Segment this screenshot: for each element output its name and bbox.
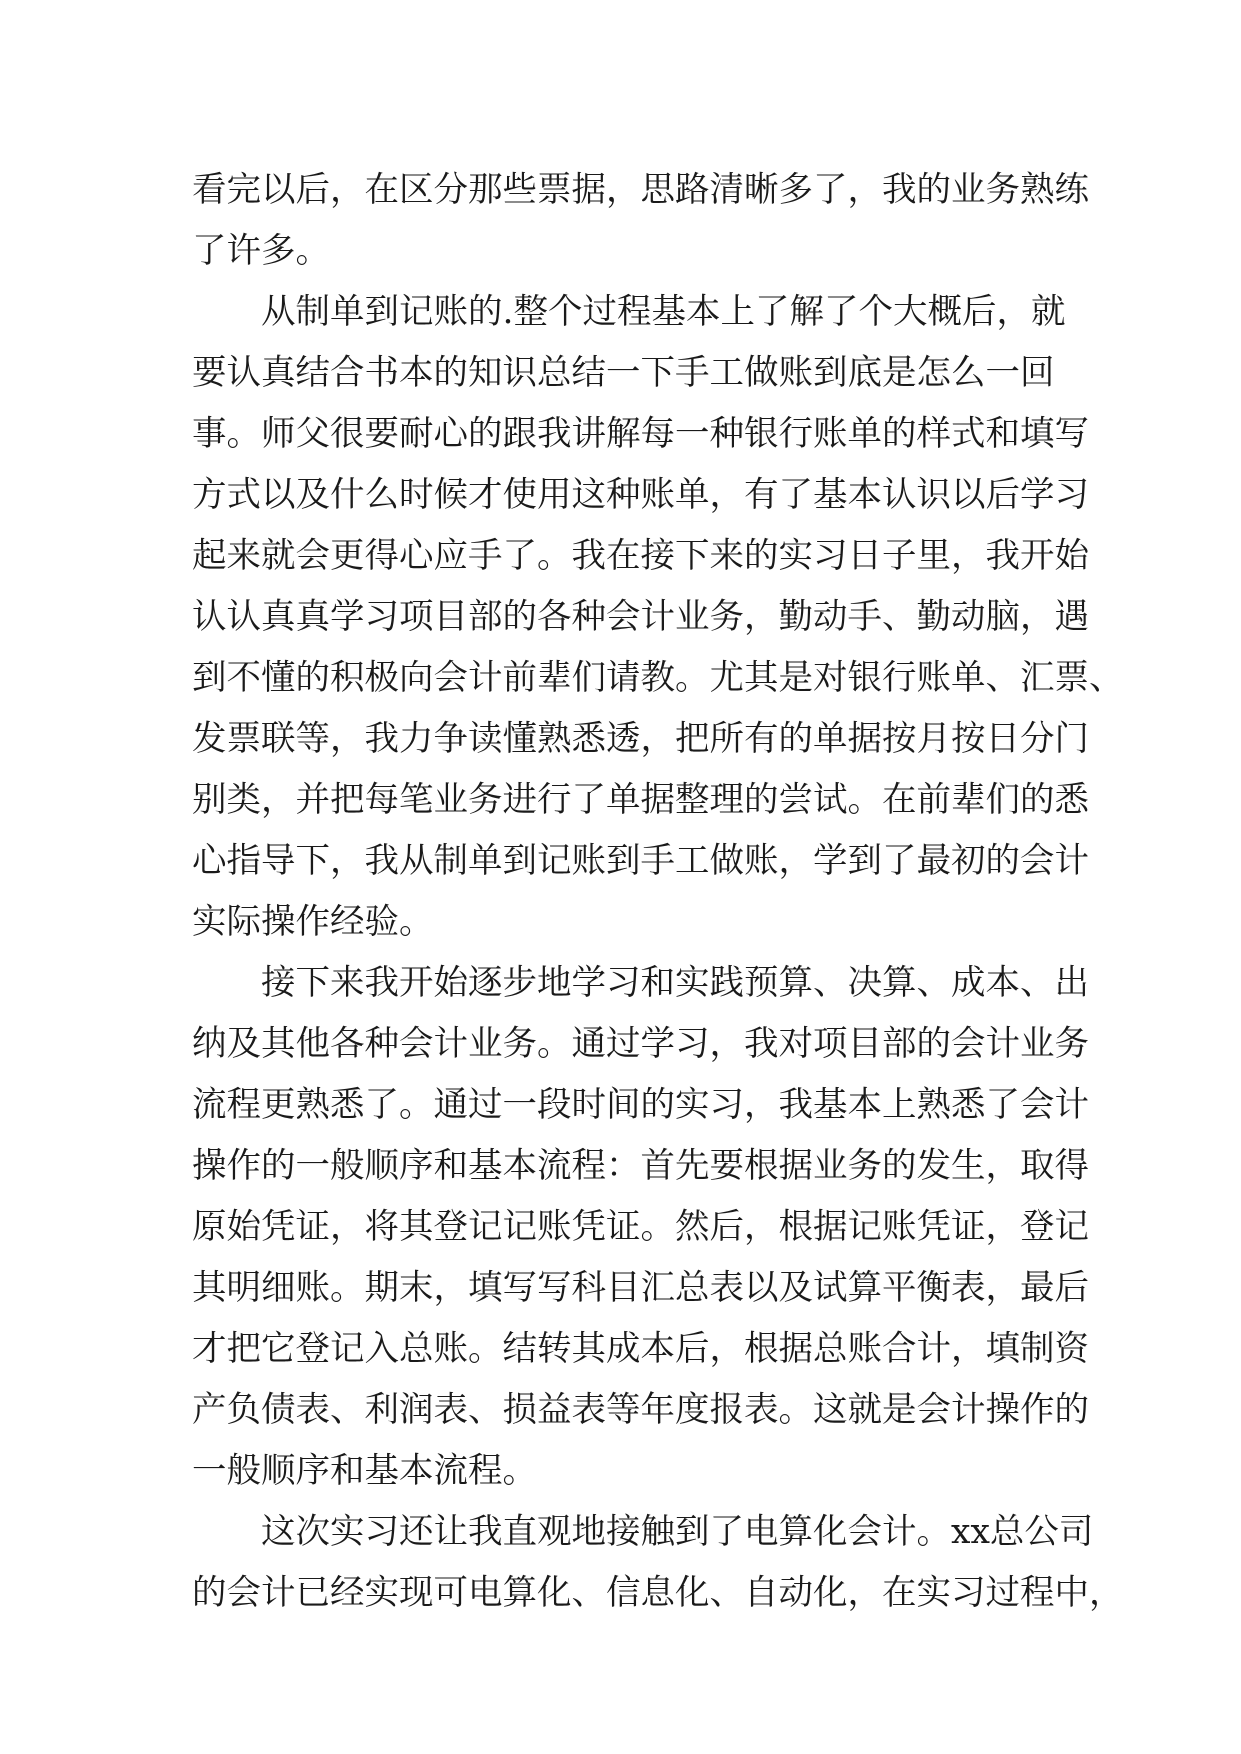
text-line: 方式以及什么时候才使用这种账单，有了基本认识以后学习	[192, 475, 1089, 515]
text-line: 从制单到记账的.整个过程基本上了解了个大概后，就	[261, 292, 1066, 332]
text-line: 看完以后，在区分那些票据，思路清晰多了，我的业务熟练	[192, 170, 1089, 210]
text-line: 接下来我开始逐步地学习和实践预算、决算、成本、出	[261, 963, 1089, 1003]
text-line: 才把它登记入总账。结转其成本后，根据总账合计，填制资	[192, 1329, 1089, 1369]
text-line: 流程更熟悉了。通过一段时间的实习，我基本上熟悉了会计	[192, 1085, 1089, 1125]
text-line: 要认真结合书本的知识总结一下手工做账到底是怎么一回	[192, 353, 1055, 393]
text-line: 实际操作经验。	[192, 902, 434, 942]
text-line: 纳及其他各种会计业务。通过学习，我对项目部的会计业务	[192, 1024, 1089, 1064]
text-line: 心指导下，我从制单到记账到手工做账，学到了最初的会计	[192, 841, 1089, 881]
text-line: 到不懂的积极向会计前辈们请教。尤其是对银行账单、汇票、	[192, 658, 1124, 698]
text-line: 发票联等，我力争读懂熟悉透，把所有的单据按月按日分门	[192, 719, 1089, 759]
text-line: 原始凭证，将其登记记账凭证。然后，根据记账凭证，登记	[192, 1207, 1089, 1247]
text-line: 产负债表、利润表、损益表等年度报表。这就是会计操作的	[192, 1390, 1089, 1430]
text-line: 一般顺序和基本流程。	[192, 1451, 537, 1491]
text-line: 其明细账。期末，填写写科目汇总表以及试算平衡表，最后	[192, 1268, 1089, 1308]
text-line: 认认真真学习项目部的各种会计业务，勤动手、勤动脑，遇	[192, 597, 1089, 637]
document-body	[192, 160, 1124, 1624]
text-line: 操作的一般顺序和基本流程：首先要根据业务的发生，取得	[192, 1146, 1089, 1186]
text-line: 了许多。	[192, 231, 330, 271]
text-line: 别类，并把每笔业务进行了单据整理的尝试。在前辈们的悉	[192, 780, 1089, 820]
text-line: 的会计已经实现可电算化、信息化、自动化，在实习过程中，	[192, 1573, 1124, 1613]
text-line: 事。师父很要耐心的跟我讲解每一种银行账单的样式和填写	[192, 414, 1089, 454]
text-line: 这次实习还让我直观地接触到了电算化会计。xx总公司	[261, 1512, 1094, 1552]
text-line: 起来就会更得心应手了。我在接下来的实习日子里，我开始	[192, 536, 1089, 576]
